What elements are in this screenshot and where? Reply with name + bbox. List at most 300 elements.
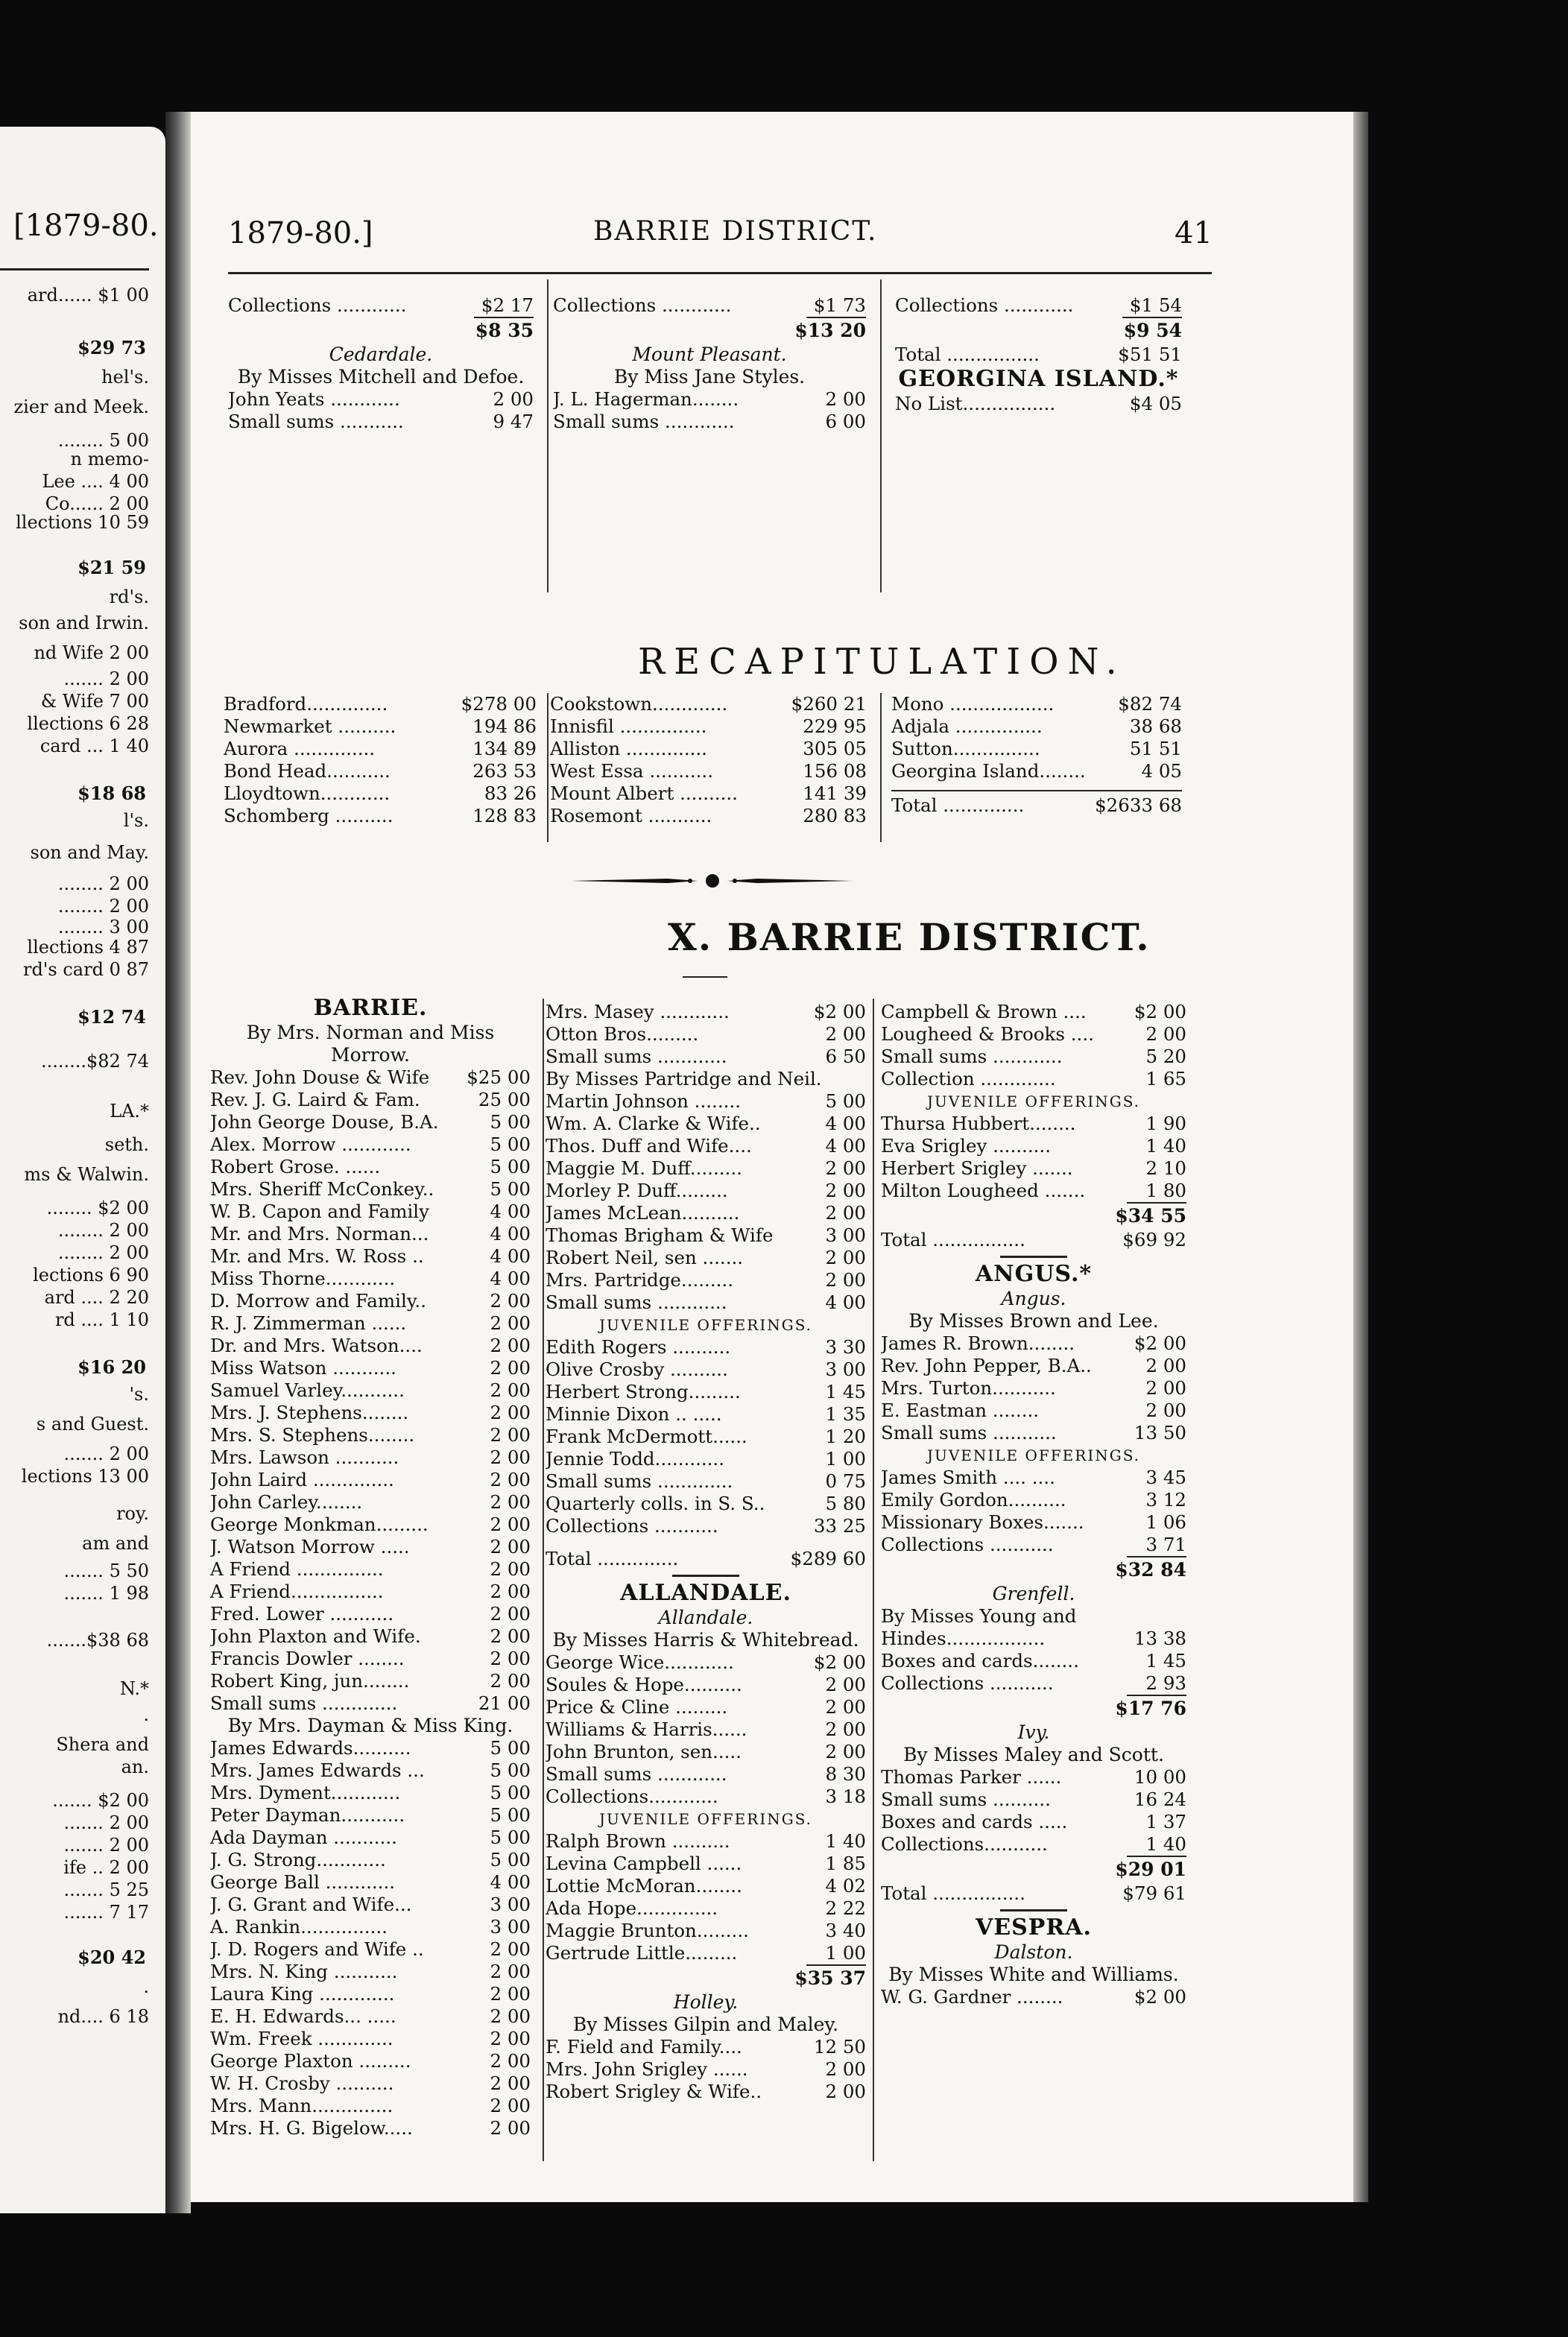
entry-amount: 2 00 (490, 1536, 531, 1558)
entry-amount: 8 30 (825, 1763, 866, 1785)
entry-row (546, 1381, 866, 1403)
entry-row (553, 411, 866, 433)
entry-name: Collections ........... (546, 1515, 718, 1537)
entry-row (881, 1422, 1186, 1444)
entry-name: Small sums ............ (881, 1046, 1063, 1067)
entry-row (895, 344, 1182, 366)
entry-name: Mrs. Turton........... (881, 1377, 1056, 1399)
entry-row (546, 1470, 866, 1493)
entry-name: Bradford.............. (224, 693, 388, 715)
entry-name: E. Eastman ........ (881, 1400, 1040, 1421)
entry-row (546, 2036, 866, 2058)
entry-amount: 5 00 (825, 1090, 866, 1112)
subtotal-amount: $34 55 (1115, 1205, 1186, 1227)
left-subtotal: $21 59 (78, 557, 146, 578)
entry-row (546, 1830, 866, 1853)
running-header-title: BARRIE DISTRICT. (593, 216, 878, 247)
entry-row (210, 1290, 531, 1312)
entry-name: Cookstown............. (550, 693, 728, 715)
entry-amount: 2 00 (490, 1961, 531, 1982)
entry-row (546, 1403, 866, 1426)
entry-amount: 2 00 (825, 1247, 866, 1268)
entry-row (550, 738, 867, 760)
entry-name: George Wice............ (546, 1651, 734, 1673)
entry-name: Mrs. Lawson ........... (210, 1446, 399, 1468)
entry-row (210, 1402, 531, 1424)
entry-row (546, 1853, 866, 1875)
entry-row (210, 1156, 531, 1178)
entry-row (210, 2005, 531, 2028)
left-entry-fragment: Co...... 2 00 (45, 493, 149, 514)
entry-name: Martin Johnson ........ (546, 1090, 741, 1112)
entry-amount: 2 00 (825, 2058, 866, 2080)
entry-name: Mrs. S. Stephens........ (210, 1424, 415, 1446)
entry-name: Total .............. (546, 1548, 679, 1569)
entry-name: Otton Bros......... (546, 1023, 699, 1045)
collector-line: By Misses Brown and Lee. (908, 1310, 1159, 1332)
entry-amount: 2 00 (490, 1379, 531, 1401)
entry-amount: 5 00 (490, 1156, 531, 1177)
entry-row (546, 1718, 866, 1741)
left-entry-fragment: son and May. (30, 842, 149, 863)
entry-row (210, 1223, 531, 1245)
entry-name: Levina Campbell ...... (546, 1853, 742, 1874)
entry-amount: $278 00 (461, 693, 537, 715)
entry-name: Price & Cline ......... (546, 1696, 728, 1718)
entry-name: No List................ (895, 393, 1056, 414)
entry-amount: 0 75 (825, 1470, 866, 1492)
entry-amount: 2 00 (825, 1157, 866, 1179)
entry-name: Samuel Varley........... (210, 1379, 405, 1401)
left-entry-fragment: ....... 2 00 (63, 1443, 149, 1464)
top-column-2 (553, 294, 866, 433)
left-entry-fragment: llections 10 59 (16, 512, 149, 533)
juvenile-offerings-heading: JUVENILE OFFERINGS. (926, 1446, 1141, 1464)
entry-name: Schomberg .......... (224, 805, 393, 826)
entry-row (546, 1786, 866, 1808)
entry-name: Mrs. Sheriff McConkey.. (210, 1178, 434, 1200)
entry-amount: 4 00 (490, 1223, 531, 1245)
entry-amount: $2633 68 (1095, 794, 1182, 816)
entry-amount: 4 00 (490, 1268, 531, 1289)
entry-amount: $4 05 (1129, 393, 1182, 414)
left-entry-fragment: ........ 3 00 (57, 917, 149, 937)
juvenile-offerings-heading: JUVENILE OFFERINGS. (598, 1316, 813, 1334)
entry-amount: 5 00 (490, 1827, 531, 1848)
entry-name: Francis Dowler ........ (210, 1648, 405, 1669)
entry-amount: 2 00 (490, 2050, 531, 2072)
title-underline (683, 976, 727, 978)
page-41 (191, 112, 1353, 2202)
collector-line: By Misses Gilpin and Maley. (572, 2014, 839, 2035)
left-entry-fragment: zier and Meek. (13, 396, 149, 417)
entry-row (210, 1938, 531, 1961)
entry-row (546, 1548, 866, 1570)
entry-amount: 2 00 (825, 1718, 866, 1740)
juvenile-offerings-heading: JUVENILE OFFERINGS. (598, 1810, 813, 1828)
entry-row (546, 1763, 866, 1786)
entry-amount: 1 90 (1145, 1113, 1186, 1134)
entry-row (546, 1897, 866, 1920)
entry-row (881, 1157, 1186, 1180)
left-entry-fragment: ....... 7 17 (63, 1902, 149, 1923)
entry-amount: 6 00 (825, 411, 866, 432)
entry-name: Thos. Duff and Wife.... (546, 1135, 752, 1157)
entry-name: Total .............. (891, 794, 1025, 816)
previous-page-fragment (0, 127, 165, 2213)
entry-name: Mrs. J. Stephens........ (210, 1402, 409, 1423)
entry-amount: $51 51 (1118, 344, 1182, 365)
column-divider (880, 693, 882, 842)
entry-amount: 1 80 (1145, 1180, 1186, 1201)
left-entry-fragment: lections 6 90 (33, 1265, 149, 1285)
entry-row (210, 1648, 531, 1670)
entry-name: Georgina Island........ (891, 760, 1086, 782)
district-title: X. BARRIE DISTRICT. (668, 915, 1151, 959)
entry-name: Soules & Hope.......... (546, 1674, 742, 1695)
entry-amount: 9 47 (493, 411, 534, 432)
entry-name: Gertrude Little......... (546, 1942, 738, 1964)
entry-amount: 2 00 (490, 1357, 531, 1379)
subtotal-block (881, 1695, 1186, 1721)
top-column-1 (228, 294, 534, 433)
entry-name: Collections ............ (228, 294, 407, 316)
entry-row (546, 1157, 866, 1180)
entry-amount: 134 89 (472, 738, 537, 759)
entry-name: John Plaxton and Wife. (210, 1625, 421, 1647)
entry-name: Small sums ............. (210, 1692, 398, 1714)
left-entry-fragment: hel's. (101, 367, 149, 388)
entry-amount: 2 00 (825, 1269, 866, 1291)
entry-amount: 2 00 (490, 1670, 531, 1692)
entry-amount: 4 00 (490, 1871, 531, 1893)
entry-name: Miss Watson ........... (210, 1357, 396, 1379)
middle-column (546, 1001, 866, 2103)
entry-amount: 2 00 (490, 1335, 531, 1356)
collector-line: By Miss Jane Styles. (613, 366, 806, 388)
section-rule (672, 1575, 739, 1577)
entry-row (881, 1766, 1186, 1789)
collector-line: By Misses Maley and Scott. (903, 1744, 1164, 1765)
subtotal-block (228, 317, 534, 344)
entry-row (210, 1379, 531, 1402)
entry-amount: 2 93 (1145, 1672, 1186, 1694)
top-column-3 (895, 294, 1182, 415)
subtotal-block (881, 1202, 1186, 1229)
entry-row (546, 1247, 866, 1269)
left-entry-fragment: l's. (123, 810, 149, 831)
entry-row (881, 1229, 1186, 1251)
entry-amount: $25 00 (467, 1066, 531, 1088)
entry-amount: 2 00 (490, 2005, 531, 2027)
entry-name: John Carley........ (210, 1491, 363, 1513)
entry-row (895, 393, 1182, 415)
left-entry-fragment: ard...... $1 00 (27, 285, 149, 306)
recap-column-1 (224, 693, 537, 827)
entry-row (546, 1023, 866, 1046)
entry-row (210, 1089, 531, 1111)
collector-line: By Misses White and Williams. (888, 1964, 1179, 1985)
entry-row (881, 1180, 1186, 1202)
entry-name: Boxes and cards ..... (881, 1811, 1068, 1832)
entry-name: John Laird .............. (210, 1469, 394, 1490)
entry-row (881, 1811, 1186, 1833)
entry-name: Small sums ............ (546, 1763, 727, 1785)
entry-name: Maggie M. Duff......... (546, 1157, 742, 1179)
entry-row (546, 1875, 866, 1897)
entry-row (210, 1357, 531, 1379)
entry-name: Innisfil ............... (550, 715, 707, 737)
entry-name: J. L. Hagerman........ (553, 388, 739, 410)
entry-amount: 4 00 (490, 1245, 531, 1267)
entry-amount: 2 00 (1145, 1023, 1186, 1045)
entry-row (228, 388, 534, 411)
entry-row (546, 1113, 866, 1135)
entry-amount: 2 00 (490, 1983, 531, 2005)
entry-name: Herbert Srigley ....... (881, 1157, 1073, 1179)
left-entry-fragment: nd Wife 2 00 (34, 642, 149, 663)
entry-name: Alliston .............. (550, 738, 707, 759)
entry-name: Thomas Brigham & Wife (546, 1224, 774, 1246)
entry-row (881, 1046, 1186, 1068)
entry-amount: 2 00 (490, 1938, 531, 1960)
entry-row (210, 1581, 531, 1603)
entry-row (881, 1986, 1186, 2008)
left-subtotal: $29 73 (78, 337, 146, 358)
left-entry-fragment: ....... 2 00 (63, 1812, 149, 1833)
entry-amount: 2 00 (490, 1558, 531, 1580)
entry-name: F. Field and Family.... (546, 2036, 742, 2058)
left-entry-fragment: roy. (116, 1503, 149, 1524)
entry-name: Thursa Hubbert........ (881, 1113, 1076, 1134)
subtotal-amount: $13 20 (794, 320, 866, 341)
entry-amount: 3 00 (825, 1359, 866, 1380)
entry-name: Mono .................. (891, 693, 1055, 715)
subtotal-block (881, 1556, 1186, 1583)
subtotal-amount: $9 54 (1123, 320, 1182, 341)
left-entry-fragment: ........$82 74 (40, 1051, 149, 1072)
entry-row (224, 715, 537, 738)
left-entry-fragment: N.* (119, 1678, 149, 1699)
header-rule (228, 272, 1212, 274)
entry-name: Robert Srigley & Wife.. (546, 2081, 762, 2102)
entry-row (210, 1335, 531, 1357)
entry-name: George Plaxton ......... (210, 2050, 411, 2072)
entry-row (546, 1068, 866, 1090)
entry-name: Mrs. Masey ............ (546, 1001, 730, 1022)
entry-amount: 2 00 (490, 1514, 531, 1535)
entry-name: Campbell & Brown .... (881, 1001, 1087, 1022)
entry-name: James R. Brown........ (881, 1332, 1075, 1354)
entry-name: Thomas Parker ...... (881, 1766, 1062, 1788)
entry-name: R. J. Zimmerman ...... (210, 1312, 407, 1334)
entry-amount: 16 24 (1134, 1789, 1186, 1810)
entry-row (210, 1916, 531, 1938)
entry-amount: 4 00 (490, 1201, 531, 1222)
entry-row (210, 1491, 531, 1514)
left-entry-fragment: rd .... 1 10 (54, 1309, 149, 1330)
entry-row (881, 1355, 1186, 1377)
entry-amount: 3 45 (1145, 1467, 1186, 1488)
entry-row (210, 1536, 531, 1558)
left-entry-fragment: s and Guest. (36, 1414, 149, 1435)
entry-row (881, 1023, 1186, 1046)
entry-name: Collections ........... (881, 1534, 1054, 1555)
column-divider (543, 999, 544, 2161)
left-subtotal: $12 74 (78, 1006, 146, 1028)
entry-row (550, 782, 867, 805)
entry-row (881, 1628, 1186, 1650)
left-subtotal: $20 42 (78, 1947, 146, 1968)
entry-name: James Smith .... .... (881, 1467, 1055, 1488)
entry-amount: 2 00 (490, 2117, 531, 2139)
entry-name: Sutton............... (891, 738, 1040, 759)
entry-row (210, 1804, 531, 1827)
left-entry-fragment: ........ 2 00 (57, 873, 149, 894)
entry-row (224, 693, 537, 715)
entry-row (210, 1759, 531, 1782)
entry-row (881, 1534, 1186, 1556)
entry-name: Lloydtown............ (224, 782, 391, 804)
entry-row (881, 1135, 1186, 1157)
entry-amount: 3 12 (1145, 1489, 1186, 1511)
entry-name: Frank McDermott...... (546, 1426, 747, 1447)
entry-row (210, 1737, 531, 1759)
entry-name: Small sums ............ (546, 1046, 727, 1067)
place-name: Allandale. (658, 1607, 753, 1628)
entry-row (546, 1359, 866, 1381)
entry-row (881, 1833, 1186, 1856)
entry-amount: 1 40 (1145, 1135, 1186, 1157)
entry-amount: 2 00 (1145, 1355, 1186, 1376)
entry-name: J. D. Rogers and Wife .. (210, 1938, 424, 1960)
left-entry-fragment: llections 6 28 (27, 713, 149, 734)
entry-row (546, 1696, 866, 1718)
entry-amount: $2 17 (481, 294, 534, 316)
collector-line: By Misses Harris & Whitebread. (552, 1629, 859, 1651)
entry-amount: 3 18 (825, 1786, 866, 1807)
left-entry-fragment: .......$38 68 (46, 1630, 149, 1651)
entry-amount: 5 00 (490, 1111, 531, 1133)
entry-amount: 2 00 (490, 1648, 531, 1669)
entry-amount: $2 00 (813, 1651, 866, 1673)
entry-row (881, 1001, 1186, 1023)
entry-row (881, 1377, 1186, 1400)
entry-amount: 33 25 (813, 1515, 866, 1537)
entry-row (891, 693, 1182, 715)
column-divider (873, 999, 874, 2161)
left-entry-fragment: . (143, 1704, 149, 1725)
entry-row (546, 1336, 866, 1359)
place-name: Ivy. (1017, 1721, 1050, 1743)
entry-amount: 3 00 (490, 1916, 531, 1938)
entry-name: Rev. John Douse & Wife (210, 1066, 430, 1088)
entry-amount: 2 00 (825, 1741, 866, 1762)
entry-row (881, 1605, 1186, 1628)
entry-name: Wm. A. Clarke & Wife.. (546, 1113, 761, 1134)
entry-amount: 2 00 (490, 1424, 531, 1446)
entry-amount: 4 02 (825, 1875, 866, 1897)
entry-name: John George Douse, B.A. (210, 1111, 439, 1133)
entry-row (546, 1651, 866, 1674)
left-subtotal: $16 20 (78, 1356, 146, 1378)
entry-name: Jennie Todd............ (546, 1448, 725, 1470)
entry-name: Rosemont ........... (550, 805, 712, 826)
entry-amount: 1 00 (825, 1448, 866, 1470)
entry-name: Ada Hope.............. (546, 1897, 718, 1919)
entry-row (210, 1133, 531, 1156)
entry-row (891, 760, 1182, 782)
entry-row (891, 715, 1182, 738)
entry-name: J. G. Strong............ (210, 1849, 386, 1870)
entry-row (210, 1603, 531, 1625)
entry-name: Collections............ (546, 1786, 718, 1807)
entry-name: Fred. Lower ........... (210, 1603, 394, 1625)
entry-name: Edith Rogers .......... (546, 1336, 731, 1358)
entry-row (210, 1692, 531, 1715)
entry-name: Miss Thorne............ (210, 1268, 396, 1289)
entry-row (553, 388, 866, 411)
entry-amount: 2 00 (825, 1023, 866, 1045)
right-column (881, 1001, 1186, 2008)
entry-name: W. G. Gardner ........ (881, 1986, 1063, 2008)
entry-amount: 5 80 (825, 1493, 866, 1514)
entry-amount: $2 00 (813, 1001, 866, 1022)
entry-amount: 2 00 (1145, 1377, 1186, 1399)
entry-amount: 25 00 (478, 1089, 531, 1110)
entry-row (210, 1514, 531, 1536)
place-name: Dalston. (994, 1941, 1073, 1963)
entry-amount: 141 39 (803, 782, 867, 804)
entry-row (546, 1515, 866, 1537)
left-entry-fragment: an. (121, 1756, 149, 1777)
entry-amount: 229 95 (803, 715, 867, 737)
entry-name: Emily Gordon.......... (881, 1489, 1066, 1511)
entry-amount: 2 00 (490, 2028, 531, 2049)
entry-name: W. B. Capon and Family (210, 1201, 429, 1222)
entry-name: Morley P. Duff......... (546, 1180, 728, 1201)
left-subtotal: $18 68 (78, 782, 146, 804)
entry-amount: 2 00 (490, 1603, 531, 1625)
entry-amount: 5 00 (490, 1804, 531, 1826)
entry-name: Aurora .............. (224, 738, 376, 759)
entry-row (881, 1789, 1186, 1811)
entry-row (550, 715, 867, 738)
entry-row (210, 1670, 531, 1692)
left-entry-fragment: rd's. (109, 586, 149, 607)
entry-amount: 2 00 (825, 388, 866, 410)
entry-name: Small sums ............. (546, 1470, 733, 1492)
section-heading: BARRIE. (313, 995, 428, 1021)
entry-row (881, 1511, 1186, 1534)
entry-name: Rev. John Pepper, B.A.. (881, 1355, 1092, 1376)
entry-amount: 5 00 (490, 1849, 531, 1870)
entry-amount: 128 83 (472, 805, 537, 826)
subtotal-amount: $29 01 (1115, 1859, 1186, 1880)
entry-amount: 2 00 (490, 2072, 531, 2094)
entry-name: W. H. Crosby .......... (210, 2072, 394, 2094)
collector-line: By Misses Mitchell and Defoe. (237, 366, 525, 388)
column-divider (547, 279, 549, 592)
entry-amount: $69 92 (1122, 1229, 1186, 1250)
entry-amount: 2 00 (825, 1202, 866, 1224)
entry-name: Olive Crosby .......... (546, 1359, 728, 1380)
entry-row (881, 1113, 1186, 1135)
entry-row (210, 1983, 531, 2005)
entry-row (891, 738, 1182, 760)
entry-name: Total ................ (895, 344, 1040, 365)
entry-name: Mr. and Mrs. W. Ross .. (210, 1245, 424, 1267)
